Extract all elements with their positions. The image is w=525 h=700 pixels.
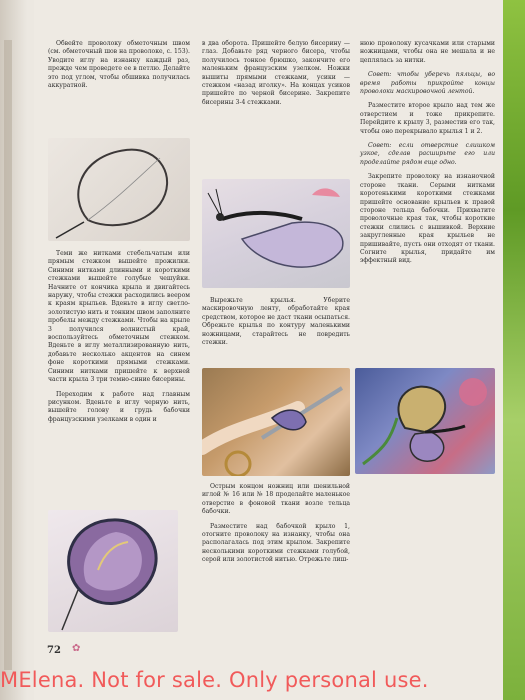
text-column-1 [48, 40, 190, 96]
paragraph: Теми же нитками стебельчатым или прямым стежком вышейте прожилки. Синими нитками длинными и короткими стежками вышейте голубые чешуйки. Начните от кончика крыла и двигайтесь наружу, чтобы стежки расходились веером к краям крыльев. Вденьте в иглу светло-золотистую нить и тонким швом заполните пробелы между стежками. Чтобы на крыле 3 получился волнистый край, воспользуйтесь обметочным стежком. Вденьте в иглу металлизированную нить, добавьте несколько акцентов на синем фоне короткими прямыми стежками. Синими нитками пришейте к верхней части крыла 3 три темно-синие бисерины. [48, 250, 190, 384]
paragraph: Острым концом ножниц или шенильной иглой № 16 или № 18 проделайте маленькое отверстие в фоновой ткани возле тельца бабочки. [202, 483, 350, 516]
text-column-1b [48, 250, 190, 430]
watermark-text: MElena. Not for sale. Only personal use. [0, 668, 429, 692]
paragraph: Разместите второе крыло над тем же отверстием и тоже прикрепите. Перейдите к крылу 3, разместив его так, чтобы оно перекрывало крылья 1 и 2. [360, 102, 495, 135]
paragraph: Разместите над бабочкой крыло 1, отогните проволоку на изнанку, чтобы она располагалась под этим крылом. Закрепите несколькими короткими стежками голубой, серой или золотистой нитью. Отрежьте лиш- [202, 522, 350, 564]
tip-note: Совет: чтобы уберечь пяльцы, во время работы прикройте концы проволоки маскировочной лентой. [360, 71, 495, 96]
page-number: 72 [47, 645, 61, 656]
paragraph: Обвейте проволоку обметочным швом (см. обметочный шов на проволоке, с. 153). Уводите иглу на изнанку каждый раз, прежде чем проведете ее в петлю. Делайте это под углом, чтобы обшивка получилась аккуратной. [48, 40, 190, 90]
paragraph: Закрепите проволоку на изнаночной стороне ткани. Серыми нитками коротенькими короткими стежками пришейте основание крыльев к правой стороне тельца бабочки. Прихватите проволочные края так, чтобы короткие стежки слились с вышивкой. Верхние закругленные края крыльев не пришивайте, пусть они отходят от ткани. Согните крылья, придайте им эффектный вид. [360, 173, 495, 265]
text-column-2b [202, 297, 350, 353]
photo-wing-wire [48, 138, 190, 241]
text-column-3 [360, 40, 495, 272]
paragraph: нюю проволоку кусачками или старыми ножницами, чтобы она не мешала и не цеплялась за нитки. [360, 40, 495, 64]
tip-note: Совет: если отверстие слишком узкое, сделав расширьте его или проделайте рядом еще одно. [360, 142, 495, 166]
text-column-2c [202, 483, 350, 571]
text-column-2 [202, 40, 350, 113]
book-spine [0, 0, 34, 700]
next-page-edge [503, 0, 525, 700]
photo-cutting-wing [202, 368, 350, 476]
spine-shadow [4, 40, 12, 670]
paragraph: Переходим к работе над главным рисунком. Вденьте в иглу черную нить, вышейте голову и грудь бабочки французскими узелками в один и [48, 390, 190, 423]
photo-finished-butterfly [355, 368, 495, 474]
flower-ornament-icon: ✿ [72, 643, 81, 654]
paragraph: в два оборота. Пришейте белую бисерину — глаз. Добавьте ряд черного бисера, чтобы получилось тонкое брюшко, закончите его маленьким французским узелком. Ножки вышиты прямыми стежками, усики — стежком «назад иголку». На концах усиков пришейте по черной бисерине. Закрепите бисерины 3-4 стежками. [202, 40, 350, 106]
paragraph: Вырежьте крылья. Уберите маскировочную ленту, обработайте края средством, которое не даст ткани осыпаться. Обрежьте крылья по контуру маленькими ножницами, старайтесь не повредить стежки. [202, 297, 350, 347]
photo-butterfly-body [202, 179, 350, 288]
photo-embroidered-wing [48, 510, 178, 632]
